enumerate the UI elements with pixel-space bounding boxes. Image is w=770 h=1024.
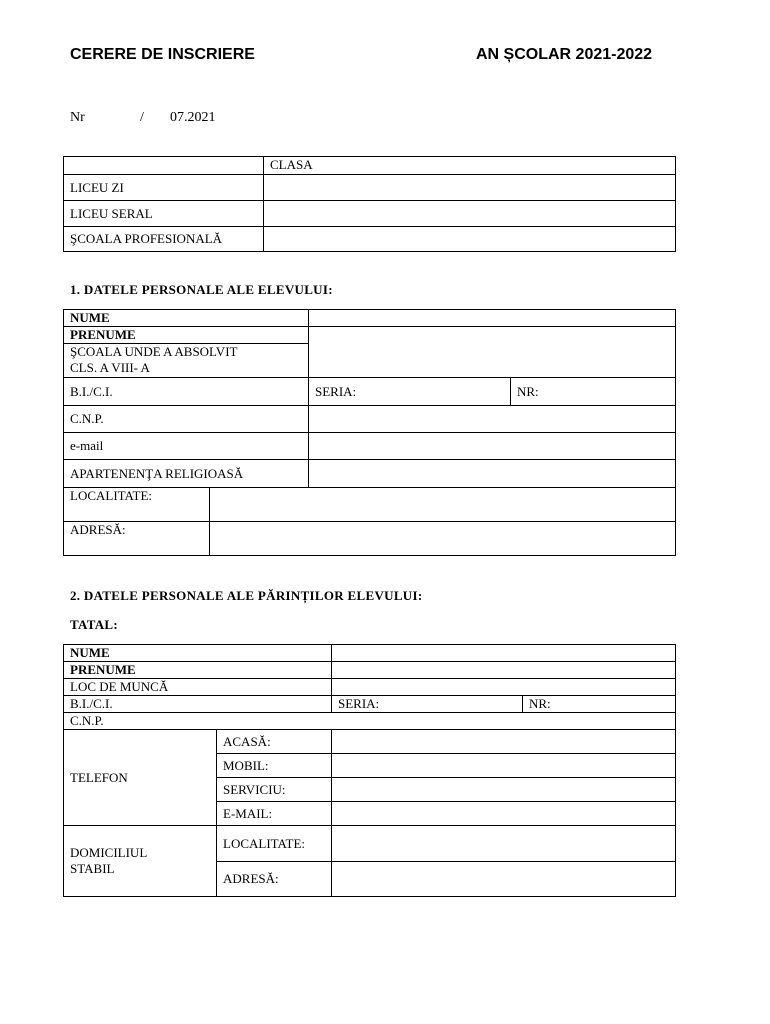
father-domiciliu-line1: DOMICILIUL [70,845,148,860]
student-cnp-label: C.N.P. [64,406,309,433]
student-adresa-field[interactable] [210,522,676,556]
parents-section-title: 2. DATELE PERSONALE ALE PĂRINȚILOR ELEVULUI: [70,588,423,603]
father-acasa-field[interactable] [332,730,676,754]
father-loc-munca-field[interactable] [332,679,676,696]
student-email-label: e-mail [64,433,309,460]
father-acasa-label: ACASĂ: [217,730,332,754]
student-scoala-label [64,344,309,378]
father-localitate-label: LOCALITATE: [217,826,332,862]
nr-separator: / [140,110,144,125]
father-telefon-label: TELEFON [64,730,217,826]
father-bici-label: B.I./C.I. [64,696,332,713]
student-email-field[interactable] [309,433,676,460]
student-scoala-label-line2: CLS. A VIII- A [70,360,150,375]
father-cnp-label: C.N.P. [64,713,676,730]
father-email-label: E-MAIL: [217,802,332,826]
father-nume-label: NUME [64,645,332,662]
class-table [63,156,676,252]
father-table [63,644,676,897]
class-option-liceu-seral: LICEU SERAL [64,201,264,227]
nr-label: Nr [70,110,85,125]
student-nume-field[interactable] [309,310,676,327]
student-nr-field[interactable]: NR: [511,378,676,406]
father-prenume-field[interactable] [332,662,676,679]
class-field-liceu-zi[interactable] [264,175,676,201]
father-nume-field[interactable] [332,645,676,662]
father-localitate-field[interactable] [332,826,676,862]
class-option-scoala-profesionala: ŞCOALA PROFESIONALĂ [64,227,264,252]
student-localitate-field[interactable] [210,488,676,522]
father-seria-field[interactable]: SERIA: [332,696,523,713]
student-seria-field[interactable]: SERIA: [309,378,511,406]
student-bici-label: B.I./C.I. [64,378,309,406]
student-religie-field[interactable] [309,460,676,488]
father-prenume-label: PRENUME [64,662,332,679]
class-field-liceu-seral[interactable] [264,201,676,227]
father-domiciliu-line2: STABIL [70,861,115,876]
student-prenume-label: PRENUME [64,327,309,344]
student-cnp-field[interactable] [309,406,676,433]
father-adresa-field[interactable] [332,862,676,897]
father-mobil-field[interactable] [332,754,676,778]
class-field-scoala-profesionala[interactable] [264,227,676,252]
father-serviciu-field[interactable] [332,778,676,802]
father-serviciu-label: SERVICIU: [217,778,332,802]
father-nr-field[interactable]: NR: [523,696,676,713]
father-adresa-label: ADRESĂ: [217,862,332,897]
class-option-liceu-zi: LICEU ZI [64,175,264,201]
father-subtitle: TATAL: [70,617,119,632]
student-table [63,309,676,556]
school-year: AN ȘCOLAR 2021-2022 [476,46,653,63]
father-email-field[interactable] [332,802,676,826]
student-prenume-scoala-field[interactable] [309,327,676,378]
student-scoala-label-line1: ŞCOALA UNDE A ABSOLVIT [70,344,238,359]
registration-date: 07.2021 [170,110,216,125]
father-loc-munca-label: LOC DE MUNCĂ [64,679,332,696]
father-domiciliu-label [64,826,217,897]
class-header-blank [64,157,264,175]
class-column-header: CLASA [264,157,676,175]
student-religie-label: APARTENENŢA RELIGIOASĂ [64,460,309,488]
form-title: CERERE DE INSCRIERE [70,46,255,63]
student-adresa-label: ADRESĂ: [64,522,210,556]
father-mobil-label: MOBIL: [217,754,332,778]
student-localitate-label: LOCALITATE: [64,488,210,522]
student-section-title: 1. DATELE PERSONALE ALE ELEVULUI: [70,282,333,297]
student-nume-label: NUME [64,310,309,327]
